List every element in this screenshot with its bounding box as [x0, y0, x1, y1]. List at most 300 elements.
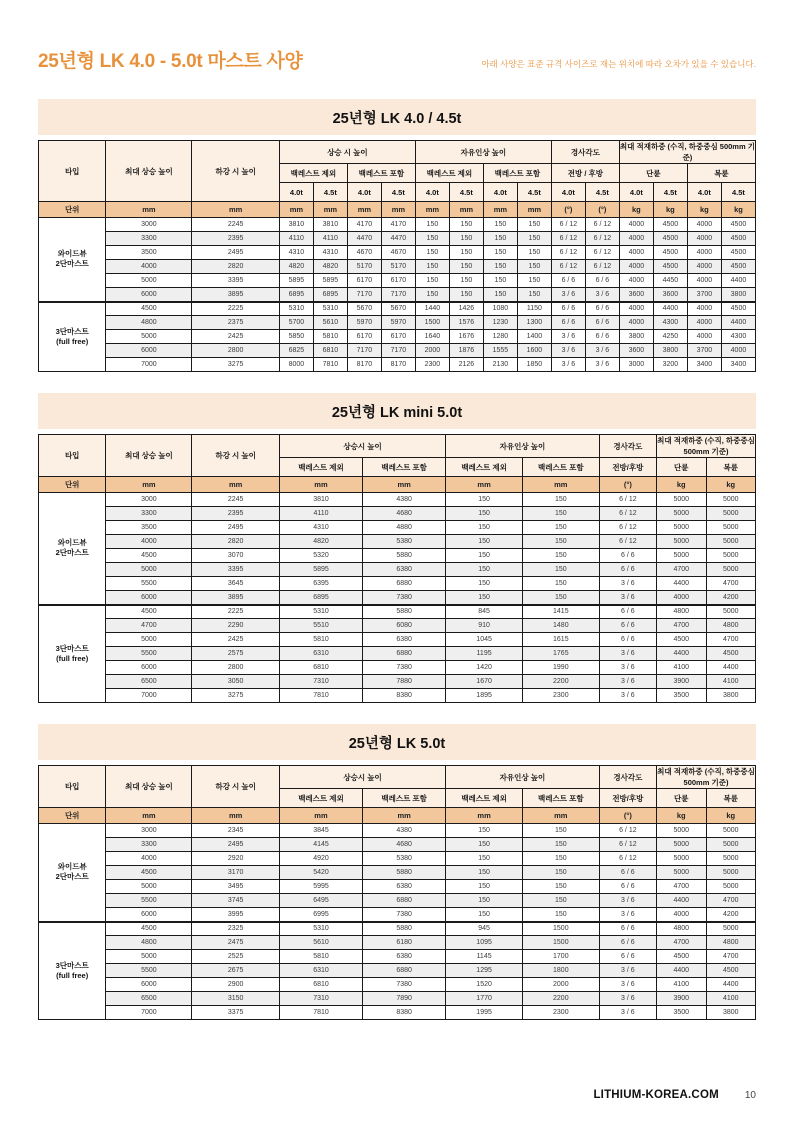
table-title: 25년형 LK 4.0 / 4.5t [38, 99, 756, 135]
data-cell: 7170 [381, 344, 415, 358]
data-cell: 7310 [279, 992, 362, 1006]
data-cell: 6 / 12 [599, 507, 656, 521]
column-header: 4.0t [483, 183, 517, 202]
data-cell: 3070 [192, 549, 279, 563]
unit-cell: mm [517, 202, 551, 218]
data-cell: 1230 [483, 316, 517, 330]
column-header: 4.5t [721, 183, 755, 202]
data-cell: 5995 [279, 880, 362, 894]
data-cell: 6170 [347, 274, 381, 288]
data-cell: 3810 [313, 218, 347, 232]
data-cell: 150 [522, 894, 599, 908]
data-cell: 3275 [192, 689, 279, 703]
column-header: 단륜 [657, 789, 706, 808]
data-cell: 150 [483, 260, 517, 274]
data-cell: 5380 [363, 535, 446, 549]
data-cell: 4500 [721, 232, 755, 246]
data-cell: 4500 [657, 950, 706, 964]
data-cell: 6 / 6 [585, 274, 619, 288]
column-header: 백레스트 제외 [446, 458, 523, 477]
data-cell: 3600 [619, 288, 653, 302]
column-header: 복륜 [687, 164, 755, 183]
data-cell: 6 / 6 [599, 633, 656, 647]
data-cell: 6 / 6 [599, 950, 656, 964]
data-cell: 3000 [619, 358, 653, 372]
data-cell: 3300 [106, 232, 192, 246]
data-cell: 3 / 6 [599, 908, 656, 922]
data-cell: 1800 [522, 964, 599, 978]
data-cell: 4400 [657, 894, 706, 908]
data-cell: 2000 [522, 978, 599, 992]
data-cell: 4400 [657, 647, 706, 661]
data-cell: 7380 [363, 661, 446, 675]
data-cell: 4170 [347, 218, 381, 232]
data-cell: 3050 [192, 675, 279, 689]
data-cell: 1415 [522, 605, 599, 619]
data-cell: 3800 [706, 1006, 756, 1020]
data-cell: 6395 [279, 577, 362, 591]
data-cell: 4500 [106, 922, 192, 936]
data-cell: 4670 [347, 246, 381, 260]
column-header: 전방/후방 [599, 789, 656, 808]
data-cell: 1426 [449, 302, 483, 316]
column-header: 타입 [39, 766, 106, 808]
data-cell: 4500 [653, 218, 687, 232]
data-cell: 1500 [522, 936, 599, 950]
column-header: 전방/후방 [599, 458, 656, 477]
data-cell: 6500 [106, 992, 192, 1006]
data-cell: 4700 [106, 619, 192, 633]
table-row [39, 661, 756, 675]
data-cell: 4400 [657, 577, 706, 591]
data-cell: 6500 [106, 675, 192, 689]
data-cell: 6 / 12 [599, 824, 656, 838]
data-cell: 150 [446, 577, 523, 591]
column-header: 최대 상승 높이 [106, 766, 192, 808]
data-cell: 6 / 12 [551, 218, 585, 232]
data-cell: 5000 [706, 922, 756, 936]
data-cell: 3700 [687, 288, 721, 302]
unit-cell: mm [415, 202, 449, 218]
data-cell: 150 [415, 288, 449, 302]
data-cell: 7810 [279, 689, 362, 703]
unit-cell: mm [381, 202, 415, 218]
table-row [39, 493, 756, 507]
data-cell: 4000 [721, 344, 755, 358]
row-group-label: 3단마스트 (full free) [39, 605, 106, 703]
table-row [39, 591, 756, 605]
data-cell: 7310 [279, 675, 362, 689]
unit-cell: kg [653, 202, 687, 218]
data-cell: 5895 [279, 274, 313, 288]
data-cell: 1295 [446, 964, 523, 978]
page-header [38, 46, 756, 73]
data-cell: 8170 [347, 358, 381, 372]
column-header: 백레스트 제외 [279, 458, 362, 477]
data-cell: 4400 [721, 316, 755, 330]
data-cell: 5000 [706, 549, 756, 563]
data-cell: 4500 [721, 246, 755, 260]
data-cell: 6180 [363, 936, 446, 950]
data-cell: 3 / 6 [551, 344, 585, 358]
data-cell: 5380 [363, 852, 446, 866]
data-cell: 3500 [657, 1006, 706, 1020]
data-cell: 4800 [657, 605, 706, 619]
data-cell: 3395 [192, 563, 279, 577]
data-cell: 8000 [279, 358, 313, 372]
data-cell: 4000 [687, 246, 721, 260]
data-cell: 6 / 6 [599, 619, 656, 633]
data-cell: 4400 [653, 302, 687, 316]
data-cell: 3 / 6 [599, 689, 656, 703]
data-cell: 1555 [483, 344, 517, 358]
data-cell: 6810 [313, 344, 347, 358]
data-cell: 1615 [522, 633, 599, 647]
data-cell: 4500 [106, 549, 192, 563]
data-cell: 150 [522, 493, 599, 507]
unit-cell: mm [313, 202, 347, 218]
data-cell: 7170 [347, 288, 381, 302]
data-cell: 150 [522, 908, 599, 922]
data-cell: 6 / 12 [551, 246, 585, 260]
data-cell: 4000 [687, 316, 721, 330]
data-cell: 4000 [687, 302, 721, 316]
data-cell: 6380 [363, 563, 446, 577]
data-cell: 4000 [619, 232, 653, 246]
table-row [39, 232, 756, 246]
data-cell: 3 / 6 [599, 577, 656, 591]
data-cell: 6880 [363, 964, 446, 978]
row-group-label: 3단마스트 (full free) [39, 302, 106, 372]
data-cell: 150 [446, 824, 523, 838]
page-title: 25년형 LK 4.0 - 5.0t 마스트 사양 [38, 51, 303, 72]
data-cell: 2575 [192, 647, 279, 661]
data-cell: 2820 [192, 260, 279, 274]
data-cell: 3300 [106, 507, 192, 521]
data-cell: 4000 [106, 535, 192, 549]
data-cell: 8380 [363, 689, 446, 703]
column-header: 경사각도 [551, 141, 619, 164]
data-cell: 4700 [657, 619, 706, 633]
data-cell: 150 [446, 880, 523, 894]
data-cell: 150 [522, 521, 599, 535]
data-cell: 4500 [657, 633, 706, 647]
spec-data-table [38, 140, 756, 372]
data-cell: 150 [449, 218, 483, 232]
table-row [39, 619, 756, 633]
row-group-label: 3단마스트 (full free) [39, 922, 106, 1020]
column-header: 4.0t [619, 183, 653, 202]
table-row [39, 288, 756, 302]
table-row [39, 675, 756, 689]
data-cell: 7380 [363, 591, 446, 605]
data-cell: 5000 [706, 838, 756, 852]
data-cell: 4300 [721, 330, 755, 344]
unit-cell: (°) [599, 477, 656, 493]
data-cell: 3000 [106, 493, 192, 507]
data-cell: 2495 [192, 246, 279, 260]
data-cell: 6495 [279, 894, 362, 908]
table-row [39, 838, 756, 852]
data-cell: 4000 [619, 316, 653, 330]
data-cell: 4000 [619, 274, 653, 288]
data-cell: 3745 [192, 894, 279, 908]
unit-row-label: 단위 [39, 202, 106, 218]
data-cell: 7810 [313, 358, 347, 372]
data-cell: 2300 [415, 358, 449, 372]
data-cell: 6880 [363, 577, 446, 591]
data-cell: 5000 [106, 950, 192, 964]
data-cell: 5000 [706, 852, 756, 866]
column-header: 백레스트 제외 [446, 789, 523, 808]
unit-cell: mm [192, 808, 279, 824]
data-cell: 5000 [706, 866, 756, 880]
data-cell: 4170 [381, 218, 415, 232]
data-cell: 5310 [279, 302, 313, 316]
column-header: 최대 상승 높이 [106, 435, 192, 477]
data-cell: 4920 [279, 852, 362, 866]
data-cell: 4000 [687, 218, 721, 232]
data-cell: 4500 [721, 260, 755, 274]
data-cell: 4000 [619, 302, 653, 316]
unit-cell: mm [363, 808, 446, 824]
table-row [39, 260, 756, 274]
data-cell: 5970 [347, 316, 381, 330]
column-header: 상승 시 높이 [279, 141, 415, 164]
table-title: 25년형 LK 5.0t [38, 724, 756, 760]
data-cell: 3800 [653, 344, 687, 358]
data-cell: 4500 [106, 302, 192, 316]
column-header: 최대 적재하중 (수직, 하중중심 500mm 기준) [657, 767, 755, 787]
data-cell: 4800 [706, 936, 756, 950]
data-cell: 5810 [279, 950, 362, 964]
data-cell: 4000 [687, 232, 721, 246]
unit-cell: (°) [599, 808, 656, 824]
data-cell: 5000 [657, 507, 706, 521]
data-cell: 150 [517, 288, 551, 302]
data-cell: 6000 [106, 288, 192, 302]
data-cell: 3300 [106, 838, 192, 852]
unit-cell: kg [657, 477, 706, 493]
data-cell: 6 / 12 [599, 521, 656, 535]
data-cell: 2920 [192, 852, 279, 866]
data-cell: 6 / 6 [585, 330, 619, 344]
data-cell: 4700 [657, 563, 706, 577]
data-cell: 4000 [106, 260, 192, 274]
table-row [39, 894, 756, 908]
data-cell: 5000 [657, 866, 706, 880]
data-cell: 5880 [363, 866, 446, 880]
data-cell: 5970 [381, 316, 415, 330]
data-cell: 2525 [192, 950, 279, 964]
column-header: 4.0t [551, 183, 585, 202]
table-row [39, 218, 756, 232]
data-cell: 3 / 6 [599, 675, 656, 689]
data-cell: 2325 [192, 922, 279, 936]
column-header: 4.5t [381, 183, 415, 202]
data-cell: 4450 [653, 274, 687, 288]
data-cell: 2345 [192, 824, 279, 838]
data-cell: 4700 [657, 936, 706, 950]
data-cell: 3600 [619, 344, 653, 358]
column-header: 경사각도 [599, 766, 656, 789]
data-cell: 2900 [192, 978, 279, 992]
data-cell: 150 [446, 507, 523, 521]
data-cell: 150 [415, 218, 449, 232]
data-cell: 150 [446, 521, 523, 535]
data-cell: 3000 [106, 824, 192, 838]
data-cell: 4800 [706, 619, 756, 633]
data-cell: 150 [517, 260, 551, 274]
data-cell: 5810 [279, 633, 362, 647]
data-cell: 5880 [363, 549, 446, 563]
table-row [39, 647, 756, 661]
table-row [39, 852, 756, 866]
table-row [39, 274, 756, 288]
column-header: 4.0t [279, 183, 313, 202]
table-row [39, 302, 756, 316]
column-header: 4.5t [449, 183, 483, 202]
unit-cell: mm [446, 808, 523, 824]
data-cell: 1300 [517, 316, 551, 330]
column-header: 최대 적재하중 (수직, 하중중심 500mm 기준) [657, 436, 755, 456]
table-row [39, 908, 756, 922]
unit-row-label: 단위 [39, 808, 106, 824]
data-cell: 150 [449, 260, 483, 274]
unit-cell: mm [106, 808, 192, 824]
data-cell: 2000 [415, 344, 449, 358]
data-cell: 6000 [106, 591, 192, 605]
data-cell: 1045 [446, 633, 523, 647]
data-cell: 7810 [279, 1006, 362, 1020]
data-cell: 3375 [192, 1006, 279, 1020]
data-cell: 8380 [363, 1006, 446, 1020]
data-cell: 150 [517, 232, 551, 246]
data-cell: 3500 [106, 521, 192, 535]
data-cell: 2290 [192, 619, 279, 633]
data-cell: 150 [522, 563, 599, 577]
table-row [39, 563, 756, 577]
data-cell: 4800 [657, 922, 706, 936]
footer-site-name: LITHIUM-KOREA.COM [593, 1089, 719, 1101]
data-cell: 4820 [279, 260, 313, 274]
data-cell: 150 [483, 246, 517, 260]
data-cell: 5000 [706, 507, 756, 521]
data-cell: 150 [483, 218, 517, 232]
data-cell: 910 [446, 619, 523, 633]
data-cell: 150 [415, 246, 449, 260]
data-cell: 6 / 6 [551, 316, 585, 330]
unit-cell: mm [192, 202, 279, 218]
data-cell: 5670 [381, 302, 415, 316]
data-cell: 5310 [279, 605, 362, 619]
data-cell: 4700 [706, 577, 756, 591]
data-cell: 2800 [192, 344, 279, 358]
data-cell: 5000 [657, 824, 706, 838]
data-cell: 1520 [446, 978, 523, 992]
data-cell: 5610 [313, 316, 347, 330]
data-cell: 1990 [522, 661, 599, 675]
data-cell: 3810 [279, 493, 362, 507]
data-cell: 6 / 6 [551, 302, 585, 316]
data-cell: 4000 [657, 591, 706, 605]
unit-row-label: 단위 [39, 477, 106, 493]
data-cell: 1700 [522, 950, 599, 964]
data-cell: 4000 [687, 274, 721, 288]
unit-cell: mm [449, 202, 483, 218]
data-cell: 5895 [279, 563, 362, 577]
table-title: 25년형 LK mini 5.0t [38, 393, 756, 429]
data-cell: 3 / 6 [551, 330, 585, 344]
table-row [39, 358, 756, 372]
data-cell: 6170 [347, 330, 381, 344]
data-cell: 4680 [363, 507, 446, 521]
data-cell: 6 / 6 [599, 880, 656, 894]
data-cell: 3 / 6 [599, 978, 656, 992]
data-cell: 1895 [446, 689, 523, 703]
data-cell: 6 / 6 [585, 302, 619, 316]
data-cell: 4110 [279, 232, 313, 246]
data-cell: 150 [517, 274, 551, 288]
data-cell: 5310 [279, 922, 362, 936]
data-cell: 150 [415, 232, 449, 246]
data-cell: 1640 [415, 330, 449, 344]
data-cell: 2495 [192, 838, 279, 852]
table-row [39, 535, 756, 549]
data-cell: 150 [446, 894, 523, 908]
data-cell: 150 [446, 535, 523, 549]
data-cell: 4680 [363, 838, 446, 852]
unit-cell: kg [721, 202, 755, 218]
data-cell: 5000 [106, 274, 192, 288]
data-cell: 6825 [279, 344, 313, 358]
data-cell: 5000 [706, 824, 756, 838]
data-cell: 6810 [279, 661, 362, 675]
page-note: 아래 사양은 표준 규격 사이즈로 재는 위치에 따라 오차가 있을 수 있습니다. [481, 59, 756, 69]
unit-cell: mm [522, 808, 599, 824]
data-cell: 7170 [381, 288, 415, 302]
data-cell: 6 / 12 [599, 852, 656, 866]
page-footer [593, 1089, 756, 1101]
data-cell: 4100 [706, 992, 756, 1006]
data-cell: 4400 [706, 978, 756, 992]
data-cell: 4380 [363, 824, 446, 838]
spec-data-table [38, 434, 756, 703]
table-row [39, 521, 756, 535]
data-cell: 6 / 12 [551, 232, 585, 246]
data-cell: 2200 [522, 675, 599, 689]
table-row [39, 633, 756, 647]
data-cell: 4500 [706, 647, 756, 661]
unit-cell: (°) [551, 202, 585, 218]
data-cell: 4700 [706, 633, 756, 647]
table-row [39, 964, 756, 978]
data-cell: 2375 [192, 316, 279, 330]
data-cell: 7380 [363, 978, 446, 992]
column-header: 하강 시 높이 [192, 766, 279, 808]
data-cell: 6895 [313, 288, 347, 302]
data-cell: 1995 [446, 1006, 523, 1020]
data-cell: 6 / 12 [585, 260, 619, 274]
data-cell: 4000 [619, 246, 653, 260]
data-cell: 4700 [706, 894, 756, 908]
data-cell: 6000 [106, 661, 192, 675]
data-cell: 5000 [106, 880, 192, 894]
data-cell: 2425 [192, 633, 279, 647]
column-header: 백레스트 제외 [415, 164, 483, 183]
data-cell: 3 / 6 [551, 288, 585, 302]
table-row [39, 316, 756, 330]
